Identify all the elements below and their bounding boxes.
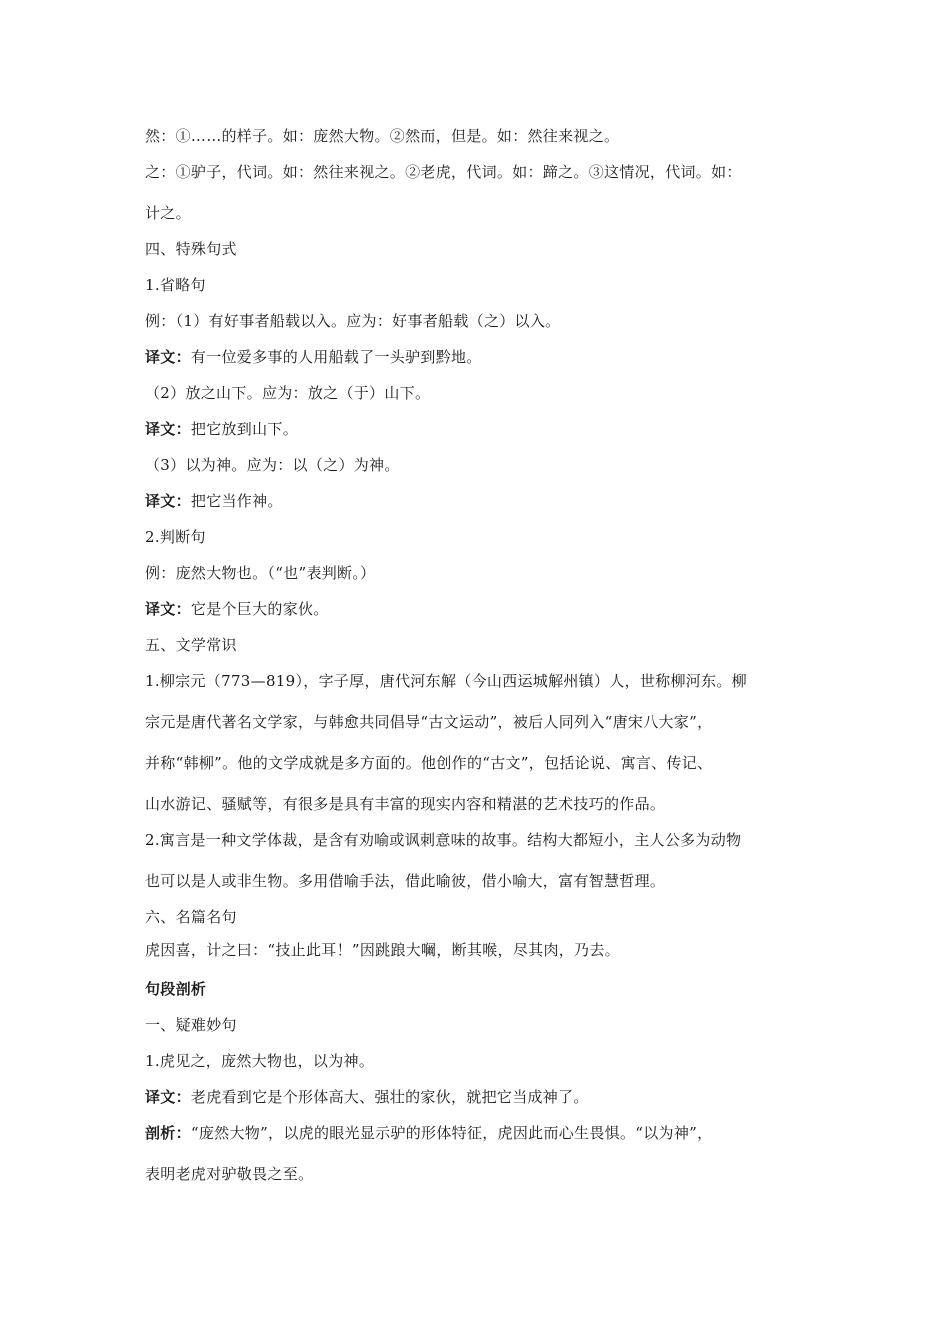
- translation-line: [145, 1087, 815, 1107]
- text-line: 表明老虎对驴敬畏之至。: [145, 1165, 314, 1183]
- quote-line: 虎因喜，计之曰：“技止此耳！”因跳踉大㘎，断其喉，尽其肉，乃去。: [145, 941, 620, 959]
- section-heading: 六、名篇名句: [145, 908, 237, 926]
- text-line: 例：（1）有好事者船载以入。应为：好事者船载（之）以入。: [145, 312, 561, 330]
- analysis-line: [145, 1123, 815, 1143]
- translation-line: [145, 491, 815, 511]
- translation-text: 把它当作神。: [190, 492, 283, 510]
- analysis-text: “庞然大物”，以虎的眼光显示驴的形体特征，虎因此而心生畏惧。“以为神”，: [190, 1124, 713, 1142]
- text-line: 宗元是唐代著名文学家，与韩愈共同倡导“古文运动”，被后人同列入“唐宋八大家”，: [145, 713, 713, 731]
- translation-text: 老虎看到它是个形体高大、强壮的家伙，就把它当成神了。: [190, 1088, 589, 1106]
- section-heading: 五、文学常识: [145, 636, 237, 654]
- translation-label: 译文：: [145, 348, 191, 366]
- text-line: 2.寓言是一种文学体裁，是含有劝喻或讽刺意味的故事。结构大都短小，主人公多为动物: [145, 831, 742, 849]
- section-heading: 四、特殊句式: [145, 240, 237, 258]
- text-line: 之：①驴子，代词。如：然往来视之。②老虎，代词。如：蹄之。③这情况，代词。如：: [145, 163, 742, 181]
- text-line: （3）以为神。应为：以（之）为神。: [145, 456, 400, 474]
- part-heading: 句段剖析: [145, 980, 207, 998]
- translation-text: 有一位爱多事的人用船载了一头驴到黔地。: [190, 348, 482, 366]
- text-line: 计之。: [145, 204, 191, 222]
- text-line: 1.柳宗元（773—819），字子厚，唐代河东解（今山西运城解州镇）人，世称柳河东。柳: [145, 672, 747, 690]
- translation-text: 把它放到山下。: [190, 420, 299, 438]
- translation-label: 译文：: [145, 420, 191, 438]
- text-line: 山水游记、骚赋等，有很多是具有丰富的现实内容和精湛的艺术技巧的作品。: [145, 795, 666, 813]
- text-line: 也可以是人或非生物。多用借喻手法，借此喻彼，借小喻大，富有智慧哲理。: [145, 872, 666, 890]
- text-line: 并称“韩柳”。他的文学成就是多方面的。他创作的“古文”，包括论说、寓言、传记、: [145, 754, 713, 772]
- text-line: （2）放之山下。应为：放之（于）山下。: [145, 384, 431, 402]
- translation-label: 译文：: [145, 492, 191, 510]
- analysis-label: 剖析：: [145, 1124, 191, 1142]
- section-heading: 一、疑难妙句: [145, 1016, 237, 1034]
- text-line: 1.虎见之，庞然大物也，以为神。: [145, 1052, 375, 1070]
- translation-label: 译文：: [145, 600, 191, 618]
- text-line: 例：庞然大物也。（“也”表判断。）: [145, 564, 376, 582]
- text-line: 然：①……的样子。如：庞然大物。②然而，但是。如：然往来视之。: [145, 127, 620, 145]
- translation-label: 译文：: [145, 1088, 191, 1106]
- translation-line: [145, 599, 815, 619]
- translation-line: [145, 419, 815, 439]
- translation-text: 它是个巨大的家伙。: [190, 600, 329, 618]
- subsection-heading: 2.判断句: [145, 528, 206, 546]
- translation-line: [145, 347, 815, 367]
- subsection-heading: 1.省略句: [145, 276, 206, 294]
